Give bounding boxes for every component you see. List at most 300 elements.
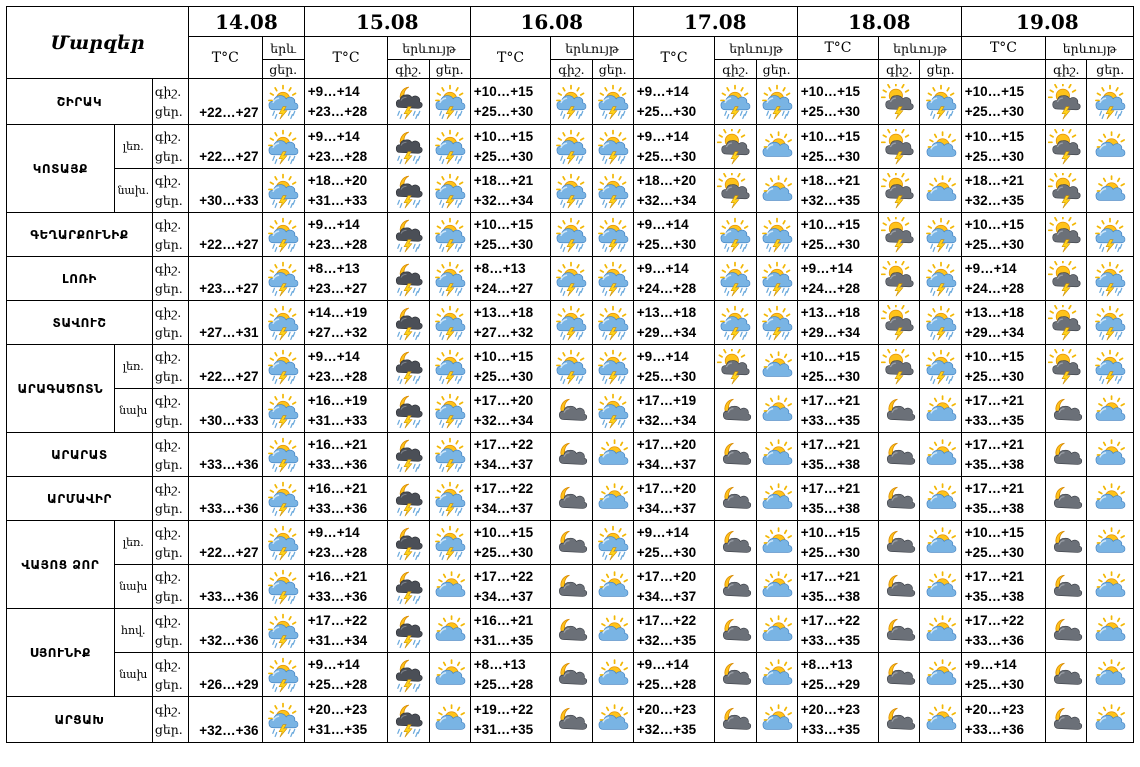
temp-cell [470,213,550,257]
temp-cell [961,609,1046,653]
day-temp: +31…+34 [307,632,368,648]
day-label: ցեր. [154,148,183,164]
night-temp: +10…+15 [964,348,1025,364]
night-temp: +9…+14 [636,656,689,672]
zone-label: նախ. [114,169,152,213]
sun-rain-thunder-icon [920,257,961,301]
moon-cloud-icon [715,609,756,653]
night-temp: +10…+15 [800,216,861,232]
moon-cloud-icon [1046,609,1087,653]
night-header: գիշ. [388,60,429,79]
temp-cell [304,477,388,521]
sun-cloud-icon [592,565,633,609]
temp-cell [961,257,1046,301]
sun-cloud-icon [429,565,470,609]
time-of-day [152,697,188,743]
sun-rain-thunder-icon [592,301,633,345]
day-label: ցեր. [154,632,183,648]
temp-cell [797,345,878,389]
day-temp: +32…+34 [636,412,697,428]
date-header: 18.08 [797,7,961,37]
zone-label: լեռ. [114,521,152,565]
night-temp: +10…+15 [964,216,1025,232]
night-temp: +13…+18 [800,304,861,320]
sun-rain-thunder-icon [262,125,304,169]
sun-cloud-icon [920,169,961,213]
temp-cell [470,79,550,125]
sun-cloud-thunder-icon [879,345,920,389]
sun-rain-thunder-icon [715,213,756,257]
sun-cloud-icon [756,521,797,565]
temp-cell [470,345,550,389]
temp-cell [304,79,388,125]
sun-rain-thunder-icon [592,169,633,213]
moon-cloud-icon [1046,477,1087,521]
temp-cell [961,521,1046,565]
sun-rain-thunder-icon [551,213,592,257]
sun-rain-thunder-icon [262,609,304,653]
day-temp: +33…+36 [307,588,368,604]
moon-cloud-rain-thunder-icon [388,565,429,609]
temp-cell [470,125,550,169]
sun-cloud-icon [592,477,633,521]
moon-cloud-icon [879,389,920,433]
sun-cloud-icon [920,125,961,169]
day-temp: +33…+35 [964,412,1025,428]
temp-cell [470,565,550,609]
day-temp: +24…+28 [636,280,697,296]
sun-rain-thunder-icon [592,125,633,169]
blank-header [797,60,878,79]
night-label: գիշ. [154,304,182,320]
day-temp: +35…+38 [964,456,1025,472]
day-label: ցեր. [154,324,183,340]
day-temp: +35…+38 [964,500,1025,516]
moon-cloud-icon [1046,433,1087,477]
day-temp: +32…+34 [473,412,534,428]
night-temp: +18…+21 [800,172,861,188]
day-temp: +23…+28 [307,368,368,384]
sun-cloud-icon [920,521,961,565]
night-label: գիշ. [154,436,182,452]
day-temp: +32…+35 [964,192,1025,208]
temp-header: T°C [189,37,262,79]
sun-cloud-icon [756,697,797,743]
night-temp: +9…+14 [307,524,360,540]
temp-cell [633,257,714,301]
temp-cell [304,301,388,345]
sun-cloud-icon [756,389,797,433]
moon-cloud-rain-thunder-icon [388,79,429,125]
day-header: ցեր. [1087,60,1134,79]
day-temp: +25…+30 [636,236,697,252]
sun-cloud-icon [920,477,961,521]
night-header: գիշ. [879,60,920,79]
sun-rain-thunder-icon [429,301,470,345]
time-of-day [152,169,188,213]
sun-rain-thunder-icon [262,389,304,433]
day-temp: +25…+29 [800,676,861,692]
temp-cell [797,389,878,433]
region-name: ԱՐՄԱՎԻՐ [7,477,153,521]
temp-cell: +27…+31 [189,301,262,345]
sun-cloud-icon [1087,697,1134,743]
temp-cell [633,565,714,609]
day-temp: +32…+35 [636,721,697,737]
night-temp: +10…+15 [800,348,861,364]
day-temp: +23…+28 [307,103,368,119]
day-temp: +24…+27 [473,280,534,296]
sun-cloud-icon [920,609,961,653]
night-temp: +13…+18 [636,304,697,320]
day-temp: +25…+28 [636,676,697,692]
night-temp: +9…+14 [636,524,689,540]
day-temp: +31…+33 [307,192,368,208]
night-temp: +16…+21 [307,480,368,496]
sun-cloud-icon [1087,433,1134,477]
day-temp: +25…+30 [636,544,697,560]
sun-cloud-icon [920,565,961,609]
day-label: ցեր. [154,676,183,692]
night-temp: +10…+15 [800,83,861,99]
night-label: գիշ. [154,568,182,584]
region-name: ԼՈՌԻ [7,257,153,301]
night-label: գիշ. [154,216,182,232]
day-temp: +34…+37 [473,588,534,604]
sun-rain-thunder-icon [592,345,633,389]
temp-cell [304,257,388,301]
temp-cell [304,345,388,389]
temp-cell [961,565,1046,609]
sun-cloud-thunder-icon [1046,345,1087,389]
night-temp: +16…+19 [307,392,368,408]
night-temp: +18…+21 [473,172,534,188]
temp-cell [304,213,388,257]
night-temp: +17…+22 [636,612,697,628]
sun-rain-thunder-icon [429,521,470,565]
time-of-day [152,257,188,301]
sun-rain-thunder-icon [262,653,304,697]
table-row [7,653,1134,697]
sun-rain-thunder-icon [429,79,470,125]
night-temp: +9…+14 [964,656,1017,672]
sun-rain-thunder-icon [429,213,470,257]
night-label: գիշ. [154,480,182,496]
temp-cell [470,609,550,653]
night-temp: +17…+20 [473,392,534,408]
day-temp: +25…+28 [307,676,368,692]
sun-cloud-thunder-icon [715,125,756,169]
night-temp: +16…+21 [307,568,368,584]
night-temp: +17…+20 [636,568,697,584]
day-temp: +31…+33 [307,412,368,428]
night-temp: +17…+22 [473,568,534,584]
sun-rain-thunder-icon [429,125,470,169]
temp-cell [797,169,878,213]
night-temp: +10…+15 [964,524,1025,540]
table-row [7,125,1134,169]
day-label: ցեր. [154,500,183,516]
day-temp: +23…+27 [307,280,368,296]
sun-rain-thunder-icon [551,79,592,125]
sun-cloud-icon [1087,609,1134,653]
sun-rain-thunder-icon [920,345,961,389]
table-row [7,433,1134,477]
region-name: ԱՐՑԱԽ [7,697,153,743]
sun-rain-thunder-icon [262,301,304,345]
temp-cell [797,257,878,301]
day-temp: +23…+28 [307,544,368,560]
time-of-day [152,477,188,521]
night-temp: +20…+23 [307,701,368,717]
night-label: գիշ. [154,128,182,144]
temp-cell [633,169,714,213]
night-temp: +10…+15 [473,524,534,540]
temp-cell [961,125,1046,169]
temp-cell [633,213,714,257]
day-temp: +31…+35 [473,632,534,648]
night-temp: +17…+22 [307,612,368,628]
temp-cell [304,697,388,743]
temp-cell: +30…+33 [189,389,262,433]
temp-header: T°C [304,37,388,79]
day-temp: +29…+34 [800,324,861,340]
night-temp: +16…+21 [307,436,368,452]
temp-cell [797,213,878,257]
moon-cloud-icon [1046,389,1087,433]
night-temp: +8…+13 [473,260,526,276]
day-label: ցեր. [154,588,183,604]
night-temp: +17…+21 [964,392,1025,408]
temp-cell [304,125,388,169]
region-name: ՏԱՎՈՒՇ [7,301,153,345]
sun-cloud-thunder-icon [879,213,920,257]
night-temp: +13…+18 [473,304,534,320]
day-temp: +29…+34 [964,324,1025,340]
temp-cell [633,125,714,169]
sun-cloud-icon [920,389,961,433]
temp-cell: +22…+27 [189,213,262,257]
sun-cloud-thunder-icon [1046,125,1087,169]
temp-cell [961,301,1046,345]
temp-cell: +22…+27 [189,79,262,125]
night-temp: +20…+23 [800,701,861,717]
sun-cloud-icon [1087,521,1134,565]
sun-cloud-thunder-icon [1046,79,1087,125]
day-header: ցեր. [756,60,797,79]
temp-cell: +23…+27 [189,257,262,301]
sun-cloud-thunder-icon [879,79,920,125]
moon-cloud-rain-thunder-icon [388,609,429,653]
sun-rain-thunder-icon [262,697,304,743]
day-temp: +25…+30 [964,103,1025,119]
temp-cell [470,653,550,697]
moon-cloud-icon [715,565,756,609]
sun-rain-thunder-icon [592,213,633,257]
temp-cell: +30…+33 [189,169,262,213]
day-temp: +33…+36 [307,500,368,516]
day-header: ցեր. [429,60,470,79]
day-temp: +25…+30 [800,236,861,252]
forecast-table [6,6,1134,743]
phenomenon-header: երևույթ [1046,37,1134,60]
sun-cloud-thunder-icon [715,345,756,389]
sun-cloud-thunder-icon [879,125,920,169]
day-temp: +35…+38 [800,588,861,604]
sun-rain-thunder-icon [551,169,592,213]
sun-rain-thunder-icon [262,169,304,213]
temp-cell [961,433,1046,477]
temp-header: T°C [633,37,714,79]
night-temp: +20…+23 [636,701,697,717]
day-temp: +25…+30 [964,148,1025,164]
sun-rain-thunder-icon [429,169,470,213]
day-temp: +25…+30 [964,236,1025,252]
time-of-day [152,301,188,345]
sun-cloud-icon [592,609,633,653]
sun-cloud-thunder-icon [1046,301,1087,345]
temp-cell [961,477,1046,521]
day-temp: +23…+28 [307,148,368,164]
sun-rain-thunder-icon [429,345,470,389]
sun-cloud-icon [756,433,797,477]
night-temp: +9…+14 [636,216,689,232]
table-row [7,609,1134,653]
sun-cloud-thunder-icon [1046,169,1087,213]
day-temp: +27…+32 [473,324,534,340]
sun-rain-thunder-icon [262,345,304,389]
day-label: ցեր. [154,412,183,428]
day-temp: +33…+36 [964,721,1025,737]
day-temp: +32…+35 [636,632,697,648]
phenomenon-header: երև [262,37,304,60]
temp-cell [633,345,714,389]
zone-label: նախ [114,389,152,433]
sun-cloud-thunder-icon [879,257,920,301]
night-temp: +10…+15 [473,348,534,364]
moon-cloud-icon [879,653,920,697]
sun-cloud-icon [1087,653,1134,697]
sun-rain-thunder-icon [592,79,633,125]
table-row [7,389,1134,433]
night-temp: +18…+20 [636,172,697,188]
sun-rain-thunder-icon [592,257,633,301]
table-row [7,301,1134,345]
temp-cell [797,697,878,743]
day-header: ցեր. [920,60,961,79]
moon-cloud-icon [879,477,920,521]
moon-cloud-rain-thunder-icon [388,521,429,565]
temp-cell [633,433,714,477]
day-temp: +25…+30 [636,148,697,164]
temp-cell: +33…+36 [189,477,262,521]
temp-cell: +32…+36 [189,609,262,653]
phenomenon-header: երևույթ [879,37,962,60]
sun-rain-thunder-icon [262,213,304,257]
moon-cloud-icon [715,653,756,697]
sun-cloud-icon [592,433,633,477]
night-temp: +17…+19 [636,392,697,408]
day-temp: +32…+35 [800,192,861,208]
moon-cloud-icon [715,697,756,743]
table-row [7,521,1134,565]
night-temp: +10…+15 [800,524,861,540]
night-label: գիշ. [154,260,182,276]
moon-cloud-rain-thunder-icon [388,125,429,169]
day-temp: +25…+28 [473,676,534,692]
day-label: ցեր. [154,280,183,296]
temp-cell [633,609,714,653]
sun-rain-thunder-icon [756,257,797,301]
time-of-day [152,345,188,389]
night-label: գիշ. [154,392,182,408]
temp-cell [633,521,714,565]
zone-label: հով. [114,609,152,653]
day-header: ցեր. [592,60,633,79]
temp-cell: +33…+36 [189,433,262,477]
temp-cell: +32…+36 [189,697,262,743]
moon-cloud-rain-thunder-icon [388,389,429,433]
moon-cloud-icon [1046,521,1087,565]
table-title: Մարզեր [7,7,189,79]
zone-label: լեռ. [114,345,152,389]
day-temp: +25…+30 [473,544,534,560]
night-temp: +17…+21 [800,392,861,408]
night-header: գիշ. [551,60,592,79]
moon-cloud-icon [551,433,592,477]
moon-cloud-icon [551,609,592,653]
moon-cloud-rain-thunder-icon [388,213,429,257]
day-temp: +33…+36 [307,456,368,472]
sun-rain-thunder-icon [1087,301,1134,345]
moon-cloud-icon [1046,565,1087,609]
temp-cell [961,79,1046,125]
sun-rain-thunder-icon [715,79,756,125]
night-temp: +18…+20 [307,172,368,188]
sun-cloud-icon [756,345,797,389]
date-header: 19.08 [961,7,1133,37]
region-name: ՎԱՅՈՑ ՁՈՐ [7,521,115,609]
table-row [7,169,1134,213]
day-label: ցեր. [154,456,183,472]
temp-cell [797,125,878,169]
night-temp: +14…+19 [307,304,368,320]
sun-rain-thunder-icon [262,257,304,301]
sun-rain-thunder-icon [429,433,470,477]
night-temp: +17…+21 [964,568,1025,584]
blank-header [961,60,1046,79]
region-name: ԿՈՏԱՅՔ [7,125,115,213]
day-temp: +25…+30 [473,236,534,252]
night-temp: +8…+13 [307,260,360,276]
day-temp: +25…+30 [964,368,1025,384]
temp-cell [470,257,550,301]
moon-cloud-icon [551,389,592,433]
temp-cell [797,433,878,477]
temp-cell: +22…+27 [189,345,262,389]
moon-cloud-icon [715,389,756,433]
night-header: գիշ. [1046,60,1087,79]
sun-rain-thunder-icon [1087,79,1134,125]
date-header: 16.08 [470,7,633,37]
sun-cloud-icon [756,169,797,213]
phenomenon-header: երևույթ [715,37,798,60]
sun-rain-thunder-icon [429,477,470,521]
night-temp: +17…+20 [636,480,697,496]
time-of-day [152,653,188,697]
sun-rain-thunder-icon [756,301,797,345]
sun-cloud-icon [756,565,797,609]
